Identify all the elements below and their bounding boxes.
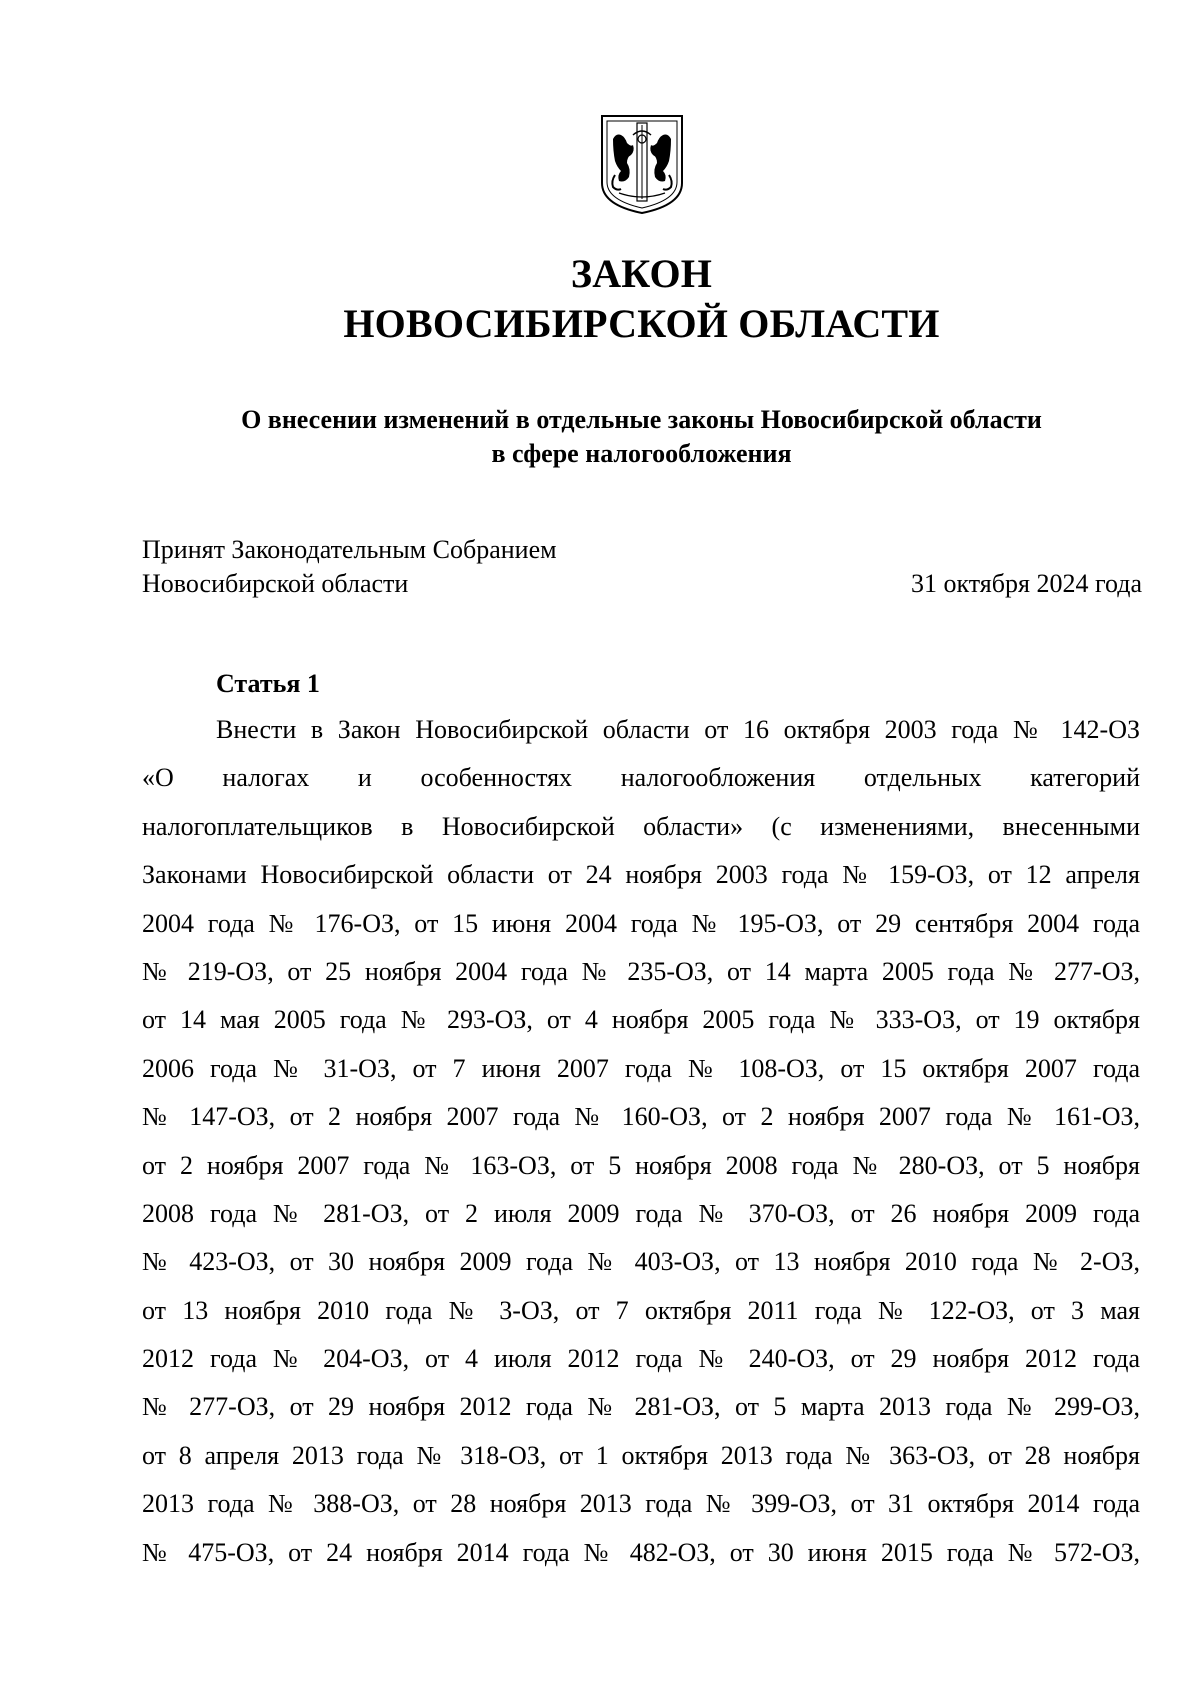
article-line: Законами Новосибирской области от 24 ноября 2003 года № 159-ОЗ, от 12 апреля [142,860,1140,890]
article-line: № 219-ОЗ, от 25 ноября 2004 года № 235-ОЗ, от 14 марта 2005 года № 277-ОЗ, [142,956,1140,986]
article-line: Внести в Закон Новосибирской области от 16 октября 2003 года № 142-ОЗ [216,715,1140,744]
article-line: № 475-ОЗ, от 24 ноября 2014 года № 482-ОЗ, от 30 июня 2015 года № 572-ОЗ, [142,1537,1140,1567]
article-line: «О налогах и особенностях налогообложения отдельных категорий [142,763,1140,793]
law-title-line-2: НОВОСИБИРСКОЙ ОБЛАСТИ [343,301,940,346]
article-heading: Статья 1 [216,669,320,698]
article-line: 2004 года № 176-ОЗ, от 15 июня 2004 года № 195-ОЗ, от 29 сентября 2004 года [142,908,1140,938]
article-line: от 13 ноября 2010 года № 3-ОЗ, от 7 октября 2011 года № 122-ОЗ, от 3 мая [142,1295,1140,1325]
article-line: 2008 года № 281-ОЗ, от 2 июля 2009 года № 370-ОЗ, от 26 ноября 2009 года [142,1198,1140,1228]
law-subject-line-2: в сфере налогообложения [491,439,792,468]
coat-of-arms-icon [599,113,685,216]
article-line: от 8 апреля 2013 года № 318-ОЗ, от 1 октября 2013 года № 363-ОЗ, от 28 ноября [142,1440,1140,1470]
adoption-line-2: Новосибирской области [142,569,409,598]
law-title-line-1: ЗАКОН [570,251,713,296]
article-line: налогоплательщиков в Новосибирской области» (с изменениями, внесенными [142,811,1140,841]
article-line: от 2 ноября 2007 года № 163-ОЗ, от 5 ноября 2008 года № 280-ОЗ, от 5 ноября [142,1150,1140,1180]
law-title [0,249,1200,349]
article-line: 2006 года № 31-ОЗ, от 7 июня 2007 года № 108-ОЗ, от 15 октября 2007 года [142,1053,1140,1083]
article-line: № 147-ОЗ, от 2 ноября 2007 года № 160-ОЗ, от 2 ноября 2007 года № 161-ОЗ, [142,1102,1140,1132]
article-line: от 14 мая 2005 года № 293-ОЗ, от 4 ноября 2005 года № 333-ОЗ, от 19 октября [142,1005,1140,1035]
law-subject-line-1: О внесении изменений в отдельные законы Новосибирской области [241,405,1042,434]
law-subject [0,403,1200,471]
article-body [142,713,1140,1584]
adoption-date: 31 октября 2024 года [911,569,1142,598]
adoption-statement [142,533,557,601]
article-line: 2013 года № 388-ОЗ, от 28 ноября 2013 года № 399-ОЗ, от 31 октября 2014 года [142,1489,1140,1519]
adoption-line-1: Принят Законодательным Собранием [142,535,557,564]
article-line: № 277-ОЗ, от 29 ноября 2012 года № 281-ОЗ, от 5 марта 2013 года № 299-ОЗ, [142,1392,1140,1422]
article-line: 2012 года № 204-ОЗ, от 4 июля 2012 года № 240-ОЗ, от 29 ноября 2012 года [142,1344,1140,1374]
article-line: № 423-ОЗ, от 30 ноября 2009 года № 403-ОЗ, от 13 ноября 2010 года № 2-ОЗ, [142,1247,1140,1277]
